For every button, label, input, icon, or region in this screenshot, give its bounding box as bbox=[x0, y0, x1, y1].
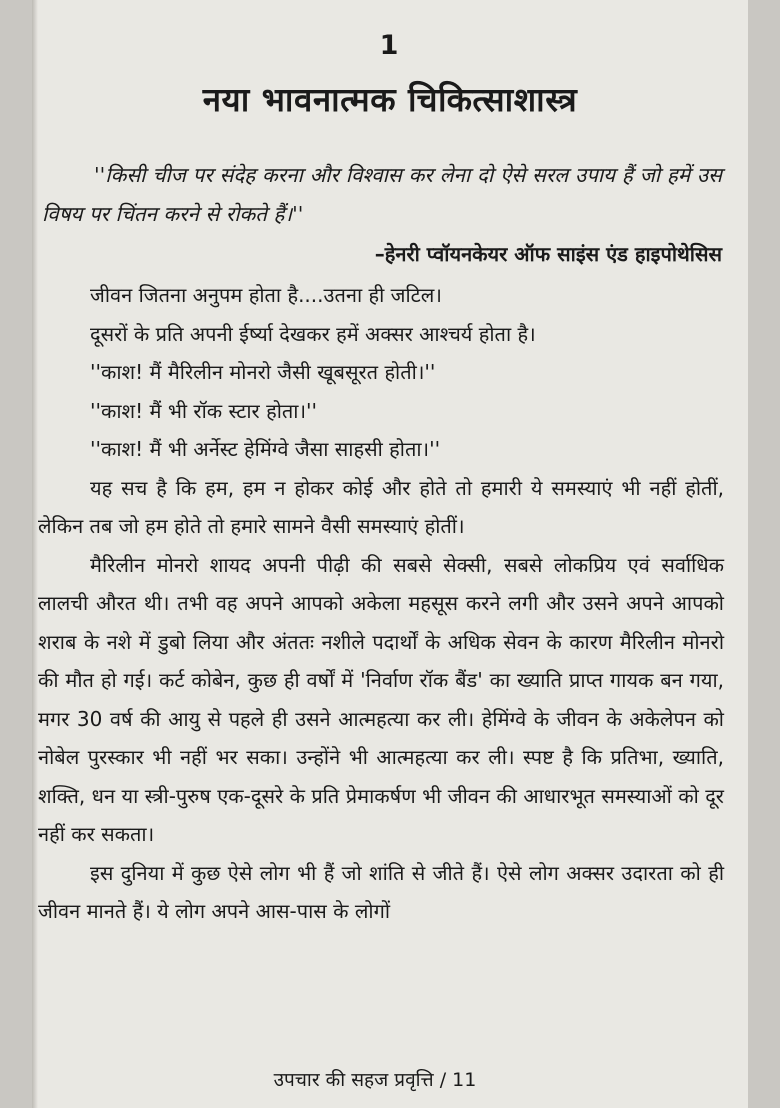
paragraph: यह सच है कि हम, हम न होकर कोई और होते तो हमारी ये समस्याएं भी नहीं होतीं, लेकिन तब जो हम होते तो हमारे सामने वैसी समस्याएं होतीं। bbox=[38, 475, 724, 538]
paragraph: मैरिलीन मोनरो शायद अपनी पीढ़ी की सबसे सेक्सी, सबसे लोकप्रिय एवं सर्वाधिक लालची औरत थी। तभी वह अपने आपको अकेला महसूस करने लगी और उसने अपने आपको शराब के नशे में डुबो लिया और अंततः नशीले पदार्थों के अधिक सेवन के कारण मैरिलीन मोनरो की मौत हो गई। कर्ट कोबेन, कुछ ही वर्षों में 'निर्वाण रॉक बैंड' का ख्याति प्राप्त गायक बन गया, मगर 30 वर्ष की आयु से पहले ही उसने आत्महत्या कर ली। हेमिंग्वे के जीवन के अकेलेपन को नोबेल पुरस्कार भी नहीं भर सका। उन्होंने भी आत्महत्या कर ली। स्पष्ट है कि प्रतिभा, ख्याति, शक्ति, धन या स्त्री-पुरुष एक-दूसरे के प्रति प्रेमाकर्षण भी जीवन की आधारभूत समस्याओं को दूर नहीं कर सकता। bbox=[38, 552, 724, 846]
chapter-number: 1 bbox=[379, 30, 399, 61]
page-footer: उपचार की सहज प्रवृत्ति / 11 bbox=[273, 1069, 477, 1091]
paragraph: ''काश! मैं भी रॉक स्टार होता।'' bbox=[90, 398, 318, 423]
paragraph: दूसरों के प्रति अपनी ईर्ष्या देखकर हमें अक्सर आश्चर्य होता है। bbox=[90, 321, 536, 346]
body-text bbox=[38, 276, 724, 931]
epigraph-quote: ''किसी चीज पर संदेह करना और विश्वास कर लेना दो ऐसे सरल उपाय हैं जो हमें उस विषय पर चिंतन करने से रोकते हैं।'' bbox=[42, 163, 722, 226]
paragraph: ''काश! मैं मैरिलीन मोनरो जैसी खूबसूरत होती।'' bbox=[90, 360, 436, 384]
paragraph: इस दुनिया में कुछ ऐसे लोग भी हैं जो शांति से जीते हैं। ऐसे लोग अक्सर उदारता को ही जीवन मानते हैं। ये लोग अपने आस-पास के लोगों bbox=[38, 860, 725, 923]
epigraph-attribution: –हेनरी प्वॉयनकेयर ऑफ साइंस एंड हाइपोथेसिस bbox=[374, 242, 722, 266]
paragraph: ''काश! मैं भी अर्नेस्ट हेमिंग्वे जैसा साहसी होता।'' bbox=[90, 437, 441, 461]
paragraph: जीवन जितना अनुपम होता है....उतना ही जटिल। bbox=[90, 283, 442, 307]
book-page bbox=[32, 0, 748, 1108]
chapter-title: नया भावनात्मक चिकित्साशास्त्र bbox=[202, 80, 578, 119]
